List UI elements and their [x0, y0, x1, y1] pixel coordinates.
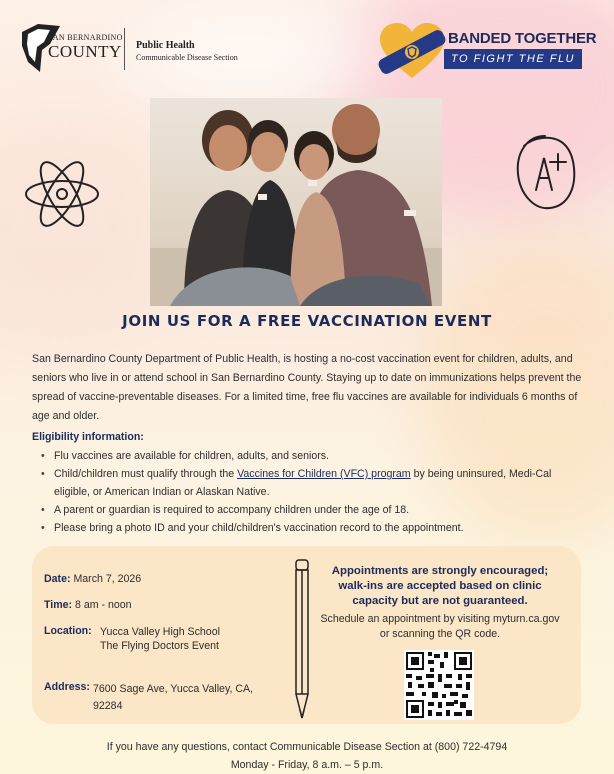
county-name-small: SAN BERNARDINO	[48, 33, 123, 42]
time-value: 8 am - noon	[75, 599, 132, 611]
atom-doodle-icon	[22, 152, 102, 236]
department-title: Public Health	[136, 40, 195, 51]
county-name-large: COUNTY	[48, 42, 122, 61]
eligibility-item: Flu vaccines are available for children, adults, and seniors.	[54, 450, 329, 462]
list-item	[38, 447, 584, 465]
event-address-label-row	[44, 681, 90, 693]
event-time	[44, 599, 132, 611]
eligibility-list	[38, 447, 584, 537]
list-item	[38, 501, 584, 519]
date-value: March 7, 2026	[73, 573, 142, 585]
contact-line: If you have any questions, contact Communicable Disease Section at (800) 722-4794	[106, 741, 508, 753]
eligibility-item: Please bring a photo ID and your child/children's vaccination record to the appointment.	[54, 522, 464, 534]
county-wordmark	[48, 34, 123, 60]
page-title: JOIN US FOR A FREE VACCINATION EVENT	[122, 312, 492, 330]
location-line-1: Yucca Valley High School	[100, 626, 220, 638]
list-item	[38, 465, 584, 501]
campaign-title: BANDED TOGETHER	[448, 30, 597, 47]
eligibility-item: A parent or guardian is required to accompany children under the age of 18.	[54, 504, 410, 516]
event-address	[93, 681, 253, 715]
eligibility-item-text: Child/children must qualify through the	[54, 468, 238, 480]
family-photo	[150, 98, 442, 306]
department-section: Communicable Disease Section	[136, 53, 238, 62]
eligibility-title: Eligibility information:	[32, 431, 144, 443]
bandage-heart-icon	[378, 22, 446, 80]
a-plus-grade-doodle-icon	[512, 128, 578, 220]
event-date	[44, 573, 141, 585]
event-location	[100, 625, 220, 653]
location-label: Location:	[44, 625, 92, 637]
intro-paragraph: San Bernardino County Department of Public Health, is hosting a no-cost vaccination event for children, adults, and seniors who live in or attend school in San Bernardino County. Staying up to date on immunizations helps prevent the spread of vaccine-preventable diseases. For a limited time, free flu vaccines are available for individuals 6 months of age and older.	[32, 353, 582, 422]
department-label	[136, 40, 238, 62]
date-label: Date:	[44, 573, 71, 585]
address-line-1: 7600 Sage Ave, Yucca Valley, CA,	[93, 683, 253, 695]
event-location-label-row	[44, 625, 92, 637]
location-line-2: The Flying Doctors Event	[100, 640, 219, 652]
appointment-instructions: Schedule an appointment by visiting myturn.ca.gov or scanning the QR code.	[320, 613, 560, 640]
header-divider	[124, 28, 125, 70]
pencil-doodle-icon	[288, 556, 316, 724]
address-label: Address:	[44, 681, 90, 693]
time-label: Time:	[44, 599, 73, 611]
list-item	[38, 519, 584, 537]
vfc-program-link[interactable]: Vaccines for Children (VFC) program	[237, 468, 411, 480]
contact-hours: Monday - Friday, 8 a.m. – 5 p.m.	[230, 759, 384, 771]
eligibility-item-text: by being uninsured, Medi-Cal eligible, or American Indian or Alaskan Native.	[54, 468, 552, 498]
contact-footer	[0, 738, 614, 774]
appointment-notice: Appointments are strongly encouraged; walk-ins are accepted based on clinic capacity but are not guaranteed.	[331, 565, 549, 607]
qr-code-icon[interactable]	[404, 650, 474, 720]
campaign-tagline: TO FIGHT THE FLU	[444, 49, 582, 69]
address-line-2: 92284	[93, 700, 123, 712]
